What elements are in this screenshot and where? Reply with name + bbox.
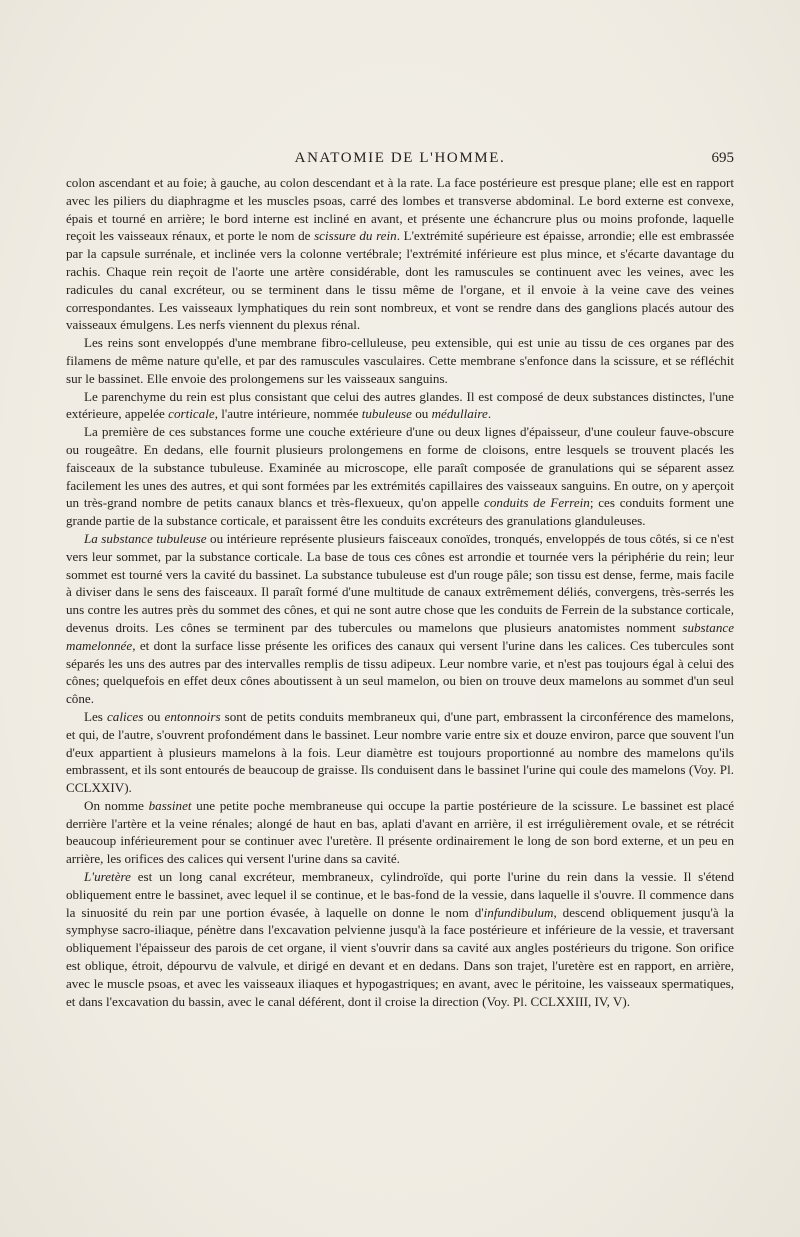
text-run: ou [411,406,432,422]
body-text [66,174,734,1010]
page-header [66,150,734,172]
paragraph [66,174,734,334]
text-run: , et dont la surface lisse présente les orifices des canaux qui versent l'urine dans les calices. Ces tubercules sont séparés les uns des autres par des intervalles remplis de tissu adipeux. Leur nombre varie, et n'est pas toujours égal à celui des cônes; quelquefois en effet deux cônes aboutissent à un seul mamelon, ou bien on trouve deux mamelons au sommet d'un seul cône. [66,637,734,707]
italic-term: L'uretère [84,869,131,885]
text-run: ou [143,708,165,724]
italic-term: substance mamelonnée [66,619,734,653]
text-run: . L'extrémité supérieure est épaisse, arrondie; elle est embrassée par la capsule surrénale, et inclinée vers la colonne vertébrale; l'extrémité inférieure est plus mince, et s'écarte davantage du rachis. Chaque rein reçoit de l'aorte une artère considérable, dont les ramuscules se continuent avec les veines, avec les radicules du canal excréteur, ou se terminent dans le tissu même de l'organe, et il envoie à la veine cave des veines correspondantes. Les vaisseaux lymphatiques du rein sont nombreux, et vont se rendre dans des ganglions placés autour des vaisseaux émulgens. Les nerfs viennent du plexus rénal. [66,228,735,333]
paragraph [66,423,734,530]
paragraph [66,334,734,387]
italic-term: calices [106,708,144,724]
text-run: On nomme [84,797,149,813]
text-run: Les [84,708,107,724]
text-run: Les reins sont enveloppés d'une membrane fibro-celluleuse, peu extensible, qui est unie au tissu de ces organes par des filamens de même nature qu'elle, et par des ramuscules vasculaires. Cette membrane s'enfonce dans la scissure, et se réfléchit sur le bassinet. Elle envoie des prolongemens sur les vaisseaux sanguins. [66,335,734,386]
italic-term: tubuleuse [361,406,412,422]
text-run: ; ces conduits forment une grande partie de la substance corticale, et paraissent être les conduits excréteurs des granulations glanduleuses. [66,495,734,529]
text-run: , l'autre intérieure, nommée [214,406,362,422]
italic-term: scissure du rein [314,228,397,244]
text-run: sont de petits conduits membraneux qui, d'une part, embrassent la circonférence des mamelons, et qui, de l'autre, s'ouvrent profondément dans le bassinet. Leur nombre varie entre six et douze environ, parce que souvent l'un d'eux appartient à plusieurs mamelons à la fois. Leur diamètre est toujours proportionné au nombre des mamelons qu'ils embrassent, et ils sont entourés de beaucoup de graisse. Ils conduisent dans le bassinet l'urine qui coule des mamelons (Voy. Pl. CCLXXIV). [66,708,735,796]
running-head: ANATOMIE DE L'HOMME. [294,150,506,166]
italic-term: bassinet [148,797,192,813]
italic-term: infundibulum [483,904,554,920]
text-run: Le parenchyme du rein est plus consistant que celui des autres glandes. Il est composé de deux substances distinctes, l'une extérieure, appelée [66,388,734,422]
text-run: une petite poche membraneuse qui occupe la partie postérieure de la scissure. Le bassinet est placé derrière l'artère et la veine rénales; alongé de haut en bas, aplati d'avant en arrière, il est irrégulièrement ovale, et se rétrécit beaucoup inférieurement pour se continuer avec l'uretère. Il présente ordinairement le long de son bord externe, et un peu en arrière, les orifices des calices qui versent l'urine dans sa cavité. [66,797,735,867]
text-run: est un long canal excréteur, membraneux, cylindroïde, qui porte l'urine du rein dans la vessie. Il s'étend obliquement entre le bassinet, avec lequel il se continue, et le bas-fond de la vessie, dans laquelle il s'ouvre. Il commence dans la sinuosité du rein par une portion évasée, à laquelle on donne le nom d' [66,869,734,920]
text-run: ou intérieure représente plusieurs faisceaux conoïdes, tronqués, enveloppés de tous côtés, si ce n'est vers leur sommet, par la substance corticale. La base de tous ces cônes est arrondie et tournée vers la périphérie du rein; leur sommet est tourné vers la cavité du bassinet. La substance tubuleuse est d'un rouge pâle; son tissu est dense, ferme, mais facile à diviser dans le sens des faisceaux. Il paraît formé d'une multitude de canaux extrêmement déliés, convergens, très-serrés les uns contre les autres près du sommet des cônes, et qui ne sont autre chose que les conduits de Ferrein de la substance corticale, devenus droits. Les cônes se terminent par des tubercules ou mamelons que plusieurs anatomistes nomment [66,530,734,635]
text-run: La première de ces substances forme une couche extérieure d'une ou deux lignes d'épaisseur, d'une couleur fauve-obscure ou rougeâtre. En dedans, elle fournit plusieurs prolongemens en forme de cloisons, entre lesquels se trouvent placés les faisceaux de la substance tubuleuse. Examinée au microscope, elle paraît composée de granulations qui se séparent assez facilement les unes des autres, et qui sont formées par les extrémités capillaires des vaisseaux sanguins. En outre, on y aperçoit un très-grand nombre de petits canaux blancs et très-flexueux, qu'on appelle [66,424,734,511]
italic-term: médullaire [431,406,488,422]
paragraph [66,388,734,424]
text-run: colon ascendant et au foie; à gauche, au colon descendant et à la rate. La face postérieure est presque plane; elle est en rapport avec les piliers du diaphragme et les muscles psoas, carré des lombes et transverse abdominal. Le bord externe est convexe, épais et tourné en arrière; le bord interne est incliné en avant, et présente une échancrure plus ou moins profonde, laquelle reçoit les vaisseaux rénaux, et porte le nom de [66,175,734,244]
paragraph [66,868,734,1010]
italic-term: entonnoirs [164,708,221,724]
text-run: . [487,406,492,422]
paragraph [66,797,734,868]
italic-term: La substance tubuleuse [84,530,207,546]
text-run: , descend obliquement jusqu'à la symphyse sacro-iliaque, pénètre dans l'excavation pelvienne jusqu'à la face postérieure et inférieure de la vessie, et traversant obliquement l'épaisseur des parois de cet organe, il vient s'ouvrir dans sa cavité aux angles postérieurs du trigone. Son orifice est oblique, étroit, dépourvu de valvule, et dirigé en devant et en dedans. Dans son trajet, l'uretère est en rapport, en arrière, avec le muscle psoas, et avec les vaisseaux iliaques et hypogastriques; en avant, avec le péritoine, les vaisseaux spermatiques, et dans l'excavation du bassin, avec le canal déférent, dont il croise la direction (Voy. Pl. CCLXXIII, IV, V). [66,904,734,1009]
italic-term: conduits de Ferrein [484,495,590,511]
paragraph [66,530,734,708]
paragraph [66,708,734,797]
italic-term: corticale [168,406,215,422]
page-number: 695 [711,150,734,166]
